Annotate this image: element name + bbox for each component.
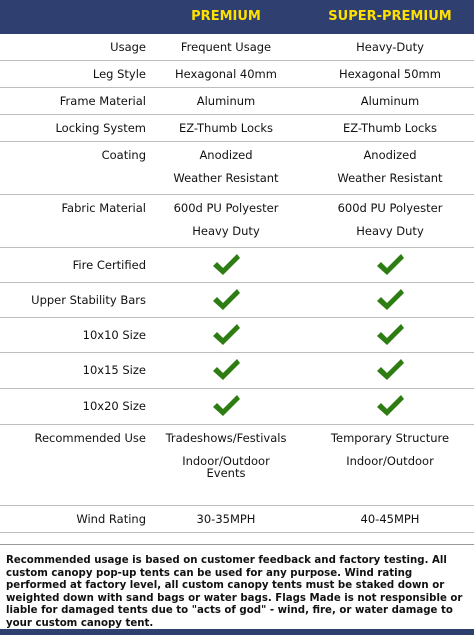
check-cell (306, 318, 474, 347)
table-row (0, 34, 474, 61)
row-label: Locking System (55, 121, 146, 135)
value-cell (306, 88, 474, 113)
row-label: 10x20 Size (82, 399, 146, 413)
check-cell (146, 318, 306, 347)
row-label: 10x15 Size (82, 363, 146, 377)
check-cell (306, 389, 474, 418)
check-icon (375, 323, 405, 347)
cell-line: Hexagonal 40mm (175, 67, 277, 81)
value-cell (146, 34, 306, 59)
value-cell (146, 195, 306, 243)
check-icon (211, 253, 241, 277)
table-row (0, 318, 474, 353)
cell-line: Heavy Duty (192, 224, 260, 238)
cell-line: Anodized (363, 148, 417, 162)
check-cell (146, 248, 306, 277)
table-row (0, 389, 474, 425)
value-cell (306, 142, 474, 190)
value-cell (146, 142, 306, 190)
table-row (0, 248, 474, 283)
cell-line: 30-35MPH (196, 512, 256, 526)
cell-line: EZ-Thumb Locks (178, 121, 273, 135)
value-cell (306, 506, 474, 531)
cell-line: Events (206, 466, 246, 480)
check-cell (306, 283, 474, 312)
value-cell (306, 425, 474, 473)
disclaimer-text: Recommended usage is based on customer feedback and factory testing. All custom canopy pop-up tents can be used for any purpose. Wind rating performed at factory level, all custom canopy tents must be staked down or weighted down with sand bags or water bags. Flags Made is not responsible or liable for damaged tents due to "acts of god" - wind, fire, or water damage to your custom canopy tent. (6, 555, 463, 629)
row-label: Usage (110, 40, 146, 54)
check-icon (211, 394, 241, 418)
cell-line: Temporary Structure (330, 431, 450, 445)
table-header (0, 0, 474, 34)
check-icon (375, 253, 405, 277)
check-cell (146, 283, 306, 312)
table-row (0, 115, 474, 142)
table-row (0, 88, 474, 115)
disclaimer (0, 544, 474, 635)
cell-line: 40-45MPH (360, 512, 420, 526)
table-row (0, 283, 474, 318)
cell-line: Anodized (199, 148, 253, 162)
row-label: 10x10 Size (82, 328, 146, 342)
cell-line: Heavy Duty (356, 224, 424, 238)
row-label: Fabric Material (61, 201, 146, 215)
value-cell (146, 425, 306, 480)
value-cell (306, 195, 474, 243)
check-icon (211, 288, 241, 312)
table-row (0, 506, 474, 533)
value-cell (306, 61, 474, 86)
cell-line: Indoor/Outdoor (346, 454, 434, 468)
cell-line: Indoor/Outdoor (182, 454, 270, 468)
value-cell (146, 115, 306, 140)
row-label: Wind Rating (76, 512, 146, 526)
value-cell (146, 88, 306, 113)
check-icon (211, 358, 241, 382)
comparison-table (0, 34, 474, 533)
cell-line: 600d PU Polyester (337, 201, 443, 215)
row-label: Fire Certified (72, 258, 146, 272)
cell-line: Hexagonal 50mm (339, 67, 441, 81)
header-super-premium: SUPER-PREMIUM (328, 9, 452, 24)
cell-line: EZ-Thumb Locks (342, 121, 437, 135)
table-row (0, 425, 474, 506)
cell-line: Weather Resistant (173, 171, 279, 185)
cell-line: Weather Resistant (337, 171, 443, 185)
footer-bar (0, 629, 474, 635)
row-label: Frame Material (59, 94, 146, 108)
table-row (0, 195, 474, 248)
check-icon (211, 323, 241, 347)
table-row (0, 142, 474, 195)
row-label: Upper Stability Bars (31, 293, 146, 307)
check-cell (306, 353, 474, 382)
row-label: Leg Style (92, 67, 146, 81)
header-premium: PREMIUM (191, 9, 261, 24)
cell-line: Aluminum (196, 94, 256, 108)
table-row (0, 61, 474, 88)
cell-line: 600d PU Polyester (173, 201, 279, 215)
value-cell (306, 34, 474, 59)
check-icon (375, 358, 405, 382)
check-cell (306, 248, 474, 277)
value-cell (306, 115, 474, 140)
row-label: Coating (101, 148, 146, 162)
cell-line: Frequent Usage (180, 40, 272, 54)
check-icon (375, 288, 405, 312)
cell-line: Tradeshows/Festivals (165, 431, 287, 445)
row-label: Recommended Use (34, 431, 146, 445)
table-row (0, 353, 474, 389)
check-icon (375, 394, 405, 418)
cell-line: Heavy-Duty (356, 40, 424, 54)
cell-line: Aluminum (360, 94, 420, 108)
value-cell (146, 506, 306, 531)
value-cell (146, 61, 306, 86)
check-cell (146, 389, 306, 418)
check-cell (146, 353, 306, 382)
